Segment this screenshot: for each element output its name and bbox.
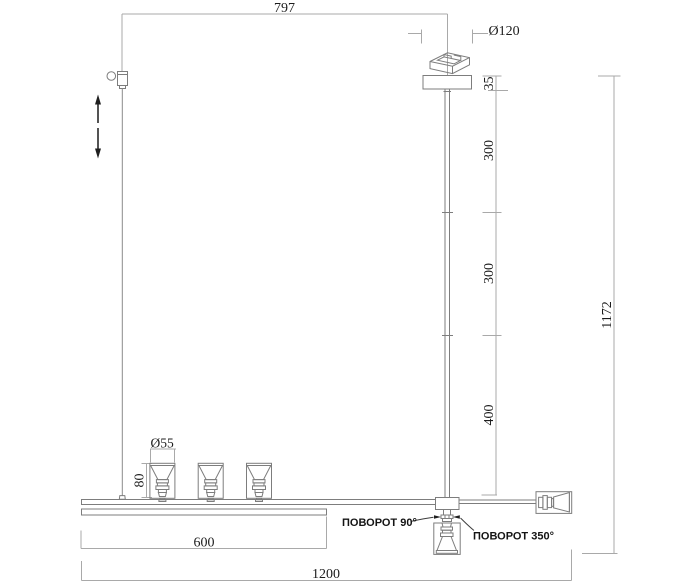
dim-overall-height-label: 1172 (600, 301, 615, 329)
lamp-shade-1 (150, 463, 175, 501)
dim-shade-height-label: 80 (132, 473, 148, 488)
dim-rod-middle-label: 300 (482, 263, 497, 284)
side-lamp (536, 492, 572, 514)
dim-top-offset-label: 797 (274, 1, 295, 16)
down-lamp (434, 523, 460, 554)
dim-canopy-diameter-label: Ø120 (488, 24, 520, 39)
dim-shade-diameter (150, 449, 176, 463)
dim-canopy-diameter (408, 30, 488, 44)
rotation-90-label: ПОВОРОТ 90° (342, 517, 417, 529)
dim-top-offset (122, 14, 447, 76)
rotation-350-label: ПОВОРОТ 350° (473, 530, 554, 543)
junction-block (436, 498, 460, 515)
dim-chain (482, 76, 508, 495)
track-bars (82, 499, 537, 515)
lamp-shade-2 (198, 463, 223, 501)
cable-hook (107, 72, 128, 500)
dim-overall-width-label: 1200 (312, 566, 340, 582)
pivot-joint (441, 515, 453, 522)
mounting-bracket (430, 53, 470, 74)
central-rod (442, 89, 453, 498)
lamp-shade-3 (247, 463, 272, 501)
dim-rod-lower-label: 400 (482, 404, 497, 426)
canopy (423, 76, 472, 89)
height-adjust-arrows (95, 95, 101, 159)
dim-track-length-label: 600 (193, 535, 215, 551)
dim-shade-diameter-label: Ø55 (150, 435, 174, 451)
dim-canopy-height-label: 35 (482, 76, 497, 91)
dim-rod-upper-label: 300 (482, 140, 497, 161)
